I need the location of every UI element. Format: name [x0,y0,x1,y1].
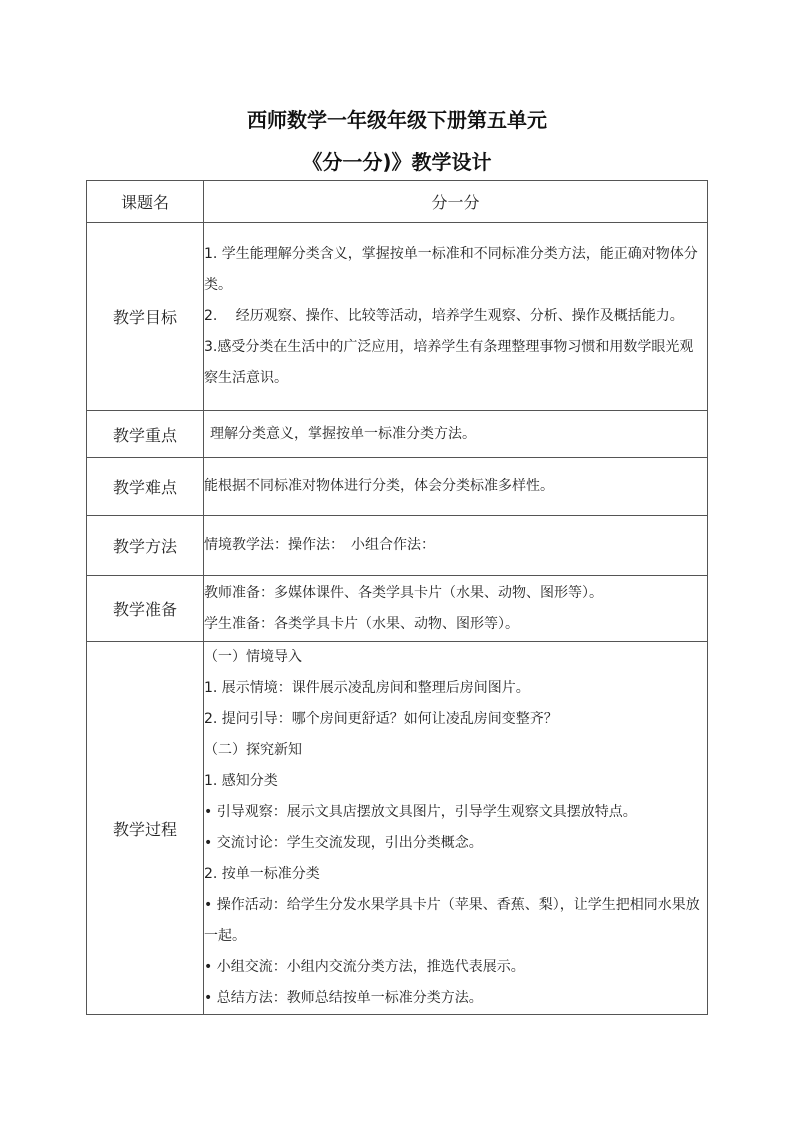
preparation-item: 教师准备：多媒体课件、各类学具卡片（水果、动物、图形等）。 [204,584,603,601]
topic-text: 分一分 [431,193,480,212]
process-item: 2. 提问引导：哪个房间更舒适？如何让凌乱房间变整齐？ [204,711,558,727]
process-item: （二）探究新知 [204,742,302,758]
key-points-content [204,411,708,458]
methods-content [204,516,708,576]
process-label: 教学过程 [87,642,204,1015]
methods-label: 教学方法 [87,516,204,576]
row-objectives [87,223,708,411]
process-item: • 引导观察：展示文具店摆放文具图片，引导学生观察文具摆放特点。 [204,804,637,820]
row-process [87,642,708,1015]
objective-item: 3.感受分类在生活中的广泛应用，培养学生有条理整理事物习惯和用数学眼光观察生活意识。 [204,339,694,386]
process-item: 2. 按单一标准分类 [204,866,320,882]
difficulties-content [204,458,708,516]
document-title: 西师数学一年级年级下册第五单元 [247,108,547,132]
preparation-content [204,576,708,642]
process-item: • 小组交流：小组内交流分类方法，推选代表展示。 [204,959,525,975]
process-item: • 交流讨论：学生交流发现，引出分类概念。 [204,835,483,851]
methods-text: 情境教学法：操作法： 小组合作法： [204,537,435,553]
row-methods [87,516,708,576]
topic-label: 课题名 [87,181,204,223]
lesson-plan-table [86,180,708,1015]
process-item: （一）情境导入 [204,649,302,665]
process-item: 1. 展示情境：课件展示凌乱房间和整理后房间图片。 [204,680,530,696]
row-preparation [87,576,708,642]
preparation-item: 学生准备：各类学具卡片（水果、动物、图形等）。 [204,615,519,632]
objectives-label: 教学目标 [87,223,204,411]
difficulties-label: 教学难点 [87,458,204,516]
objectives-content [204,223,708,411]
key-points-text: 理解分类意义，掌握按单一标准分类方法。 [210,425,476,442]
row-topic [87,181,708,223]
objective-item: 1. 学生能理解分类含义，掌握按单一标准和不同标准分类方法，能正确对物体分类。 [204,246,698,293]
process-content [204,642,708,1015]
preparation-label: 教学准备 [87,576,204,642]
objective-item: 2. 经历观察、操作、比较等活动，培养学生观察、分析、操作及概括能力。 [204,308,684,324]
difficulties-text: 能根据不同标准对物体进行分类，体会分类标准多样性。 [204,478,554,494]
topic-value [204,181,708,223]
process-item: • 操作活动：给学生分发水果学具卡片（苹果、香蕉、梨），让学生把相同水果放一起。 [204,897,700,944]
row-difficulties [87,458,708,516]
process-item: 1. 感知分类 [204,773,278,789]
key-points-label: 教学重点 [87,411,204,458]
process-item: • 总结方法：教师总结按单一标准分类方法。 [204,990,483,1006]
row-key-points [87,411,708,458]
document-subtitle: 《分一分)》教学设计 [302,150,492,174]
